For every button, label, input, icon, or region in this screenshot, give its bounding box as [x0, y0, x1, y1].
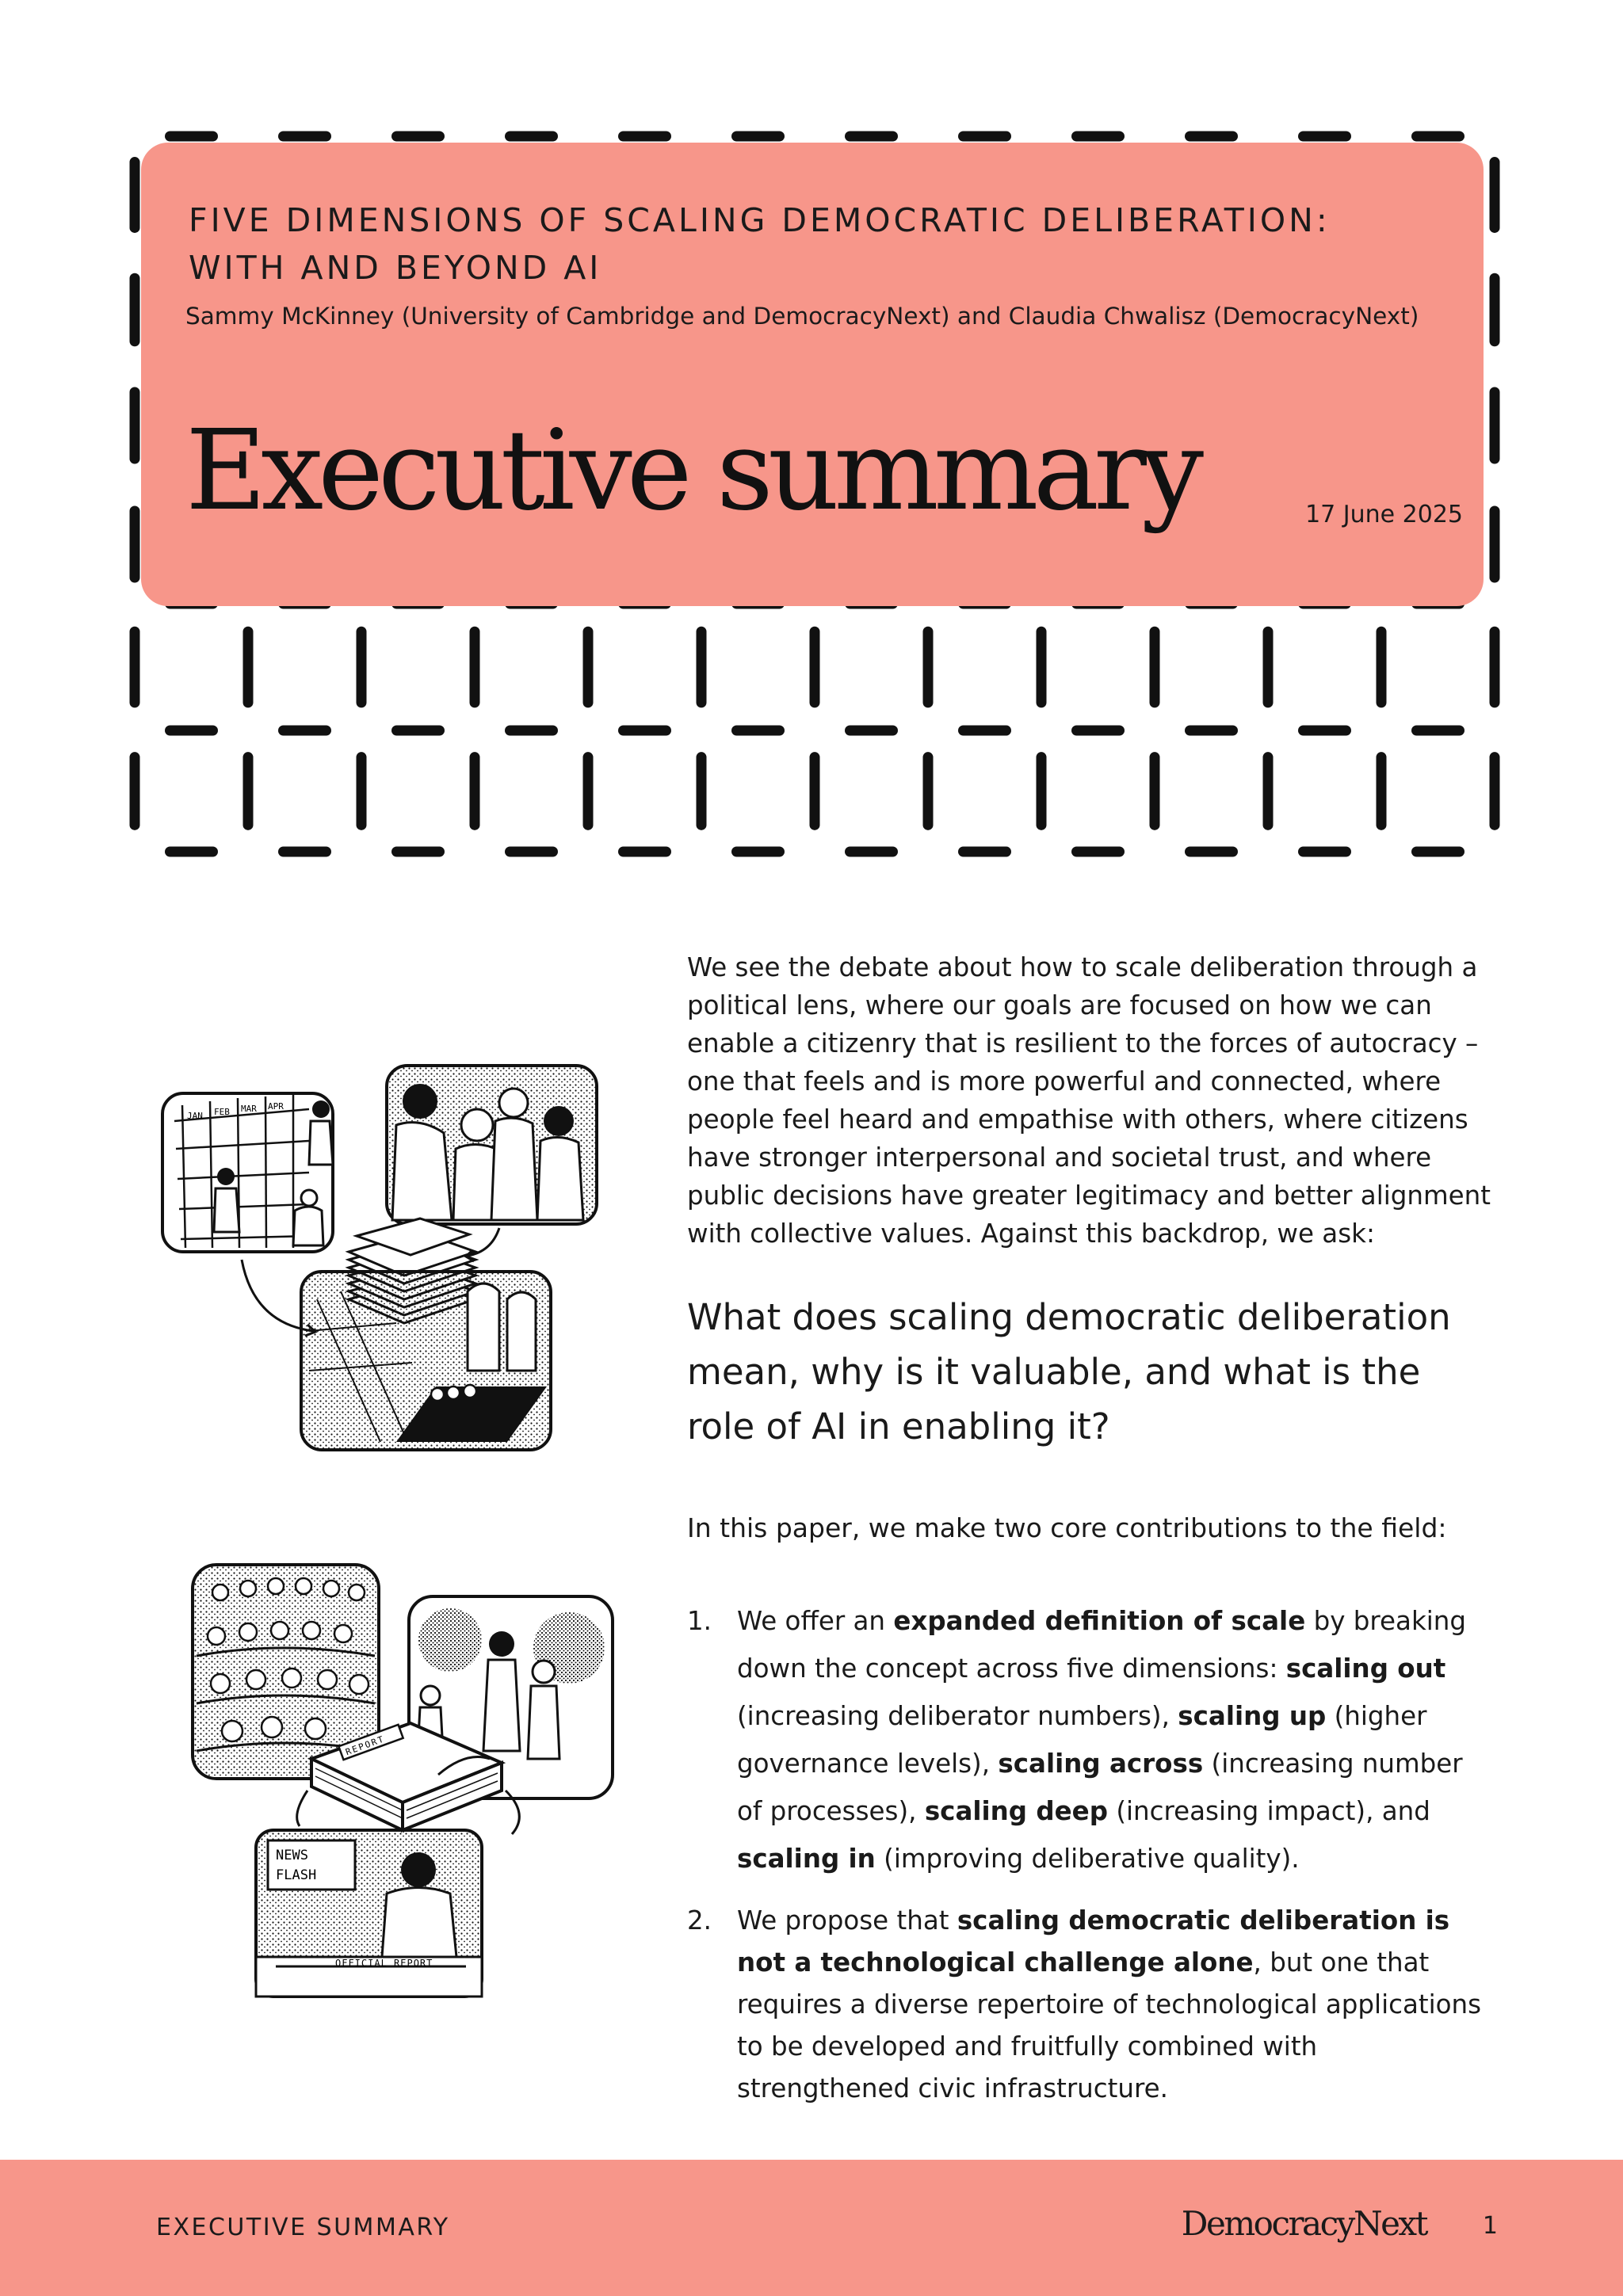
page-title: Executive summary: [185, 406, 1199, 536]
header-banner: [141, 143, 1484, 606]
report-media-illustration: [189, 1561, 617, 2000]
research-question: What does scaling democratic deliberation mean, why is it valuable, and what is the role of AI in enabling it?: [687, 1296, 1451, 1447]
text-run: , but one that requires a diverse repertoire of technological applications to be developed and fruitfully combined with strengthened civic infrastructure.: [737, 1947, 1482, 2103]
people-panel: [387, 1066, 597, 1224]
page-footer: [0, 2160, 1623, 2296]
calendar-panel: [162, 1093, 333, 1252]
kicker-line-2: WITH AND BEYOND AI: [189, 249, 602, 287]
assembly-panel: [301, 1272, 551, 1450]
brand-logo: DemocracyNext: [1181, 2204, 1426, 2243]
text-run: by breaking down the concept across five dimensions:: [737, 1606, 1467, 1684]
bold-term: scaling across: [998, 1749, 1204, 1779]
footer-section-label: EXECUTIVE SUMMARY: [156, 2214, 450, 2241]
kicker-line-1: FIVE DIMENSIONS OF SCALING DEMOCRATIC DELIBERATION:: [189, 201, 1331, 239]
report-kicker: [189, 196, 1457, 292]
text-run: (increasing impact), and: [1107, 1796, 1430, 1826]
news-label-line-2: FLASH: [276, 1867, 317, 1883]
calendar-label-feb: FEB: [214, 1107, 230, 1117]
bold-term: scaling out: [1285, 1653, 1446, 1684]
calendar-label-apr: APR: [268, 1101, 284, 1112]
text-run: We propose that: [737, 1905, 957, 1936]
contribution-text: [737, 1597, 1490, 1882]
text-run: (higher governance levels),: [737, 1701, 1427, 1779]
contribution-number: 1.: [687, 1606, 712, 1636]
bold-term: expanded definition of scale: [893, 1606, 1306, 1636]
intro-paragraph: [687, 948, 1495, 1253]
intro-paragraph-text: We see the debate about how to scale deliberation through a political lens, where our goals are focused on how we can enable a citizenry that is resilient to the forces of autocracy – one that feels and is more powerful and connected, where people feel heard and empathise with others, where citizens have stronger interpersonal and societal trust, and where public decisions have greater legitimacy and better alignment with collective values. Against this backdrop, we ask:: [687, 952, 1491, 1249]
contribution-text: [737, 1900, 1490, 2110]
text-run: (increasing deliberator numbers),: [737, 1701, 1178, 1731]
news-tv-panel: [256, 1830, 482, 1997]
publication-date: 17 June 2025: [1305, 501, 1463, 528]
calendar-label-mar: MAR: [241, 1104, 257, 1114]
deliberation-illustration: [158, 1062, 602, 1458]
report-label: REPORT: [344, 1733, 387, 1758]
calendar-label-jan: JAN: [187, 1111, 203, 1121]
news-label-line-1: NEWS: [276, 1848, 308, 1863]
text-run: (improving deliberative quality).: [875, 1844, 1300, 1874]
bold-term: scaling deep: [924, 1796, 1108, 1826]
text-run: (increasing number of processes),: [737, 1749, 1463, 1826]
bold-term: scaling in: [737, 1844, 876, 1874]
official-report-label: OFFICIAL REPORT: [335, 1958, 433, 1969]
text-run: We offer an: [737, 1606, 894, 1636]
page-number: 1: [1482, 2212, 1498, 2240]
bold-term: scaling up: [1178, 1701, 1327, 1731]
contributions-intro: In this paper, we make two core contributions to the field:: [687, 1512, 1447, 1543]
contribution-number: 2.: [687, 1905, 712, 1936]
bold-term: scaling democratic deliberation is not a technological challenge alone: [737, 1905, 1450, 1978]
authors-line: Sammy McKinney (University of Cambridge and DemocracyNext) and Claudia Chwalisz (DemocracyNext): [185, 303, 1419, 330]
